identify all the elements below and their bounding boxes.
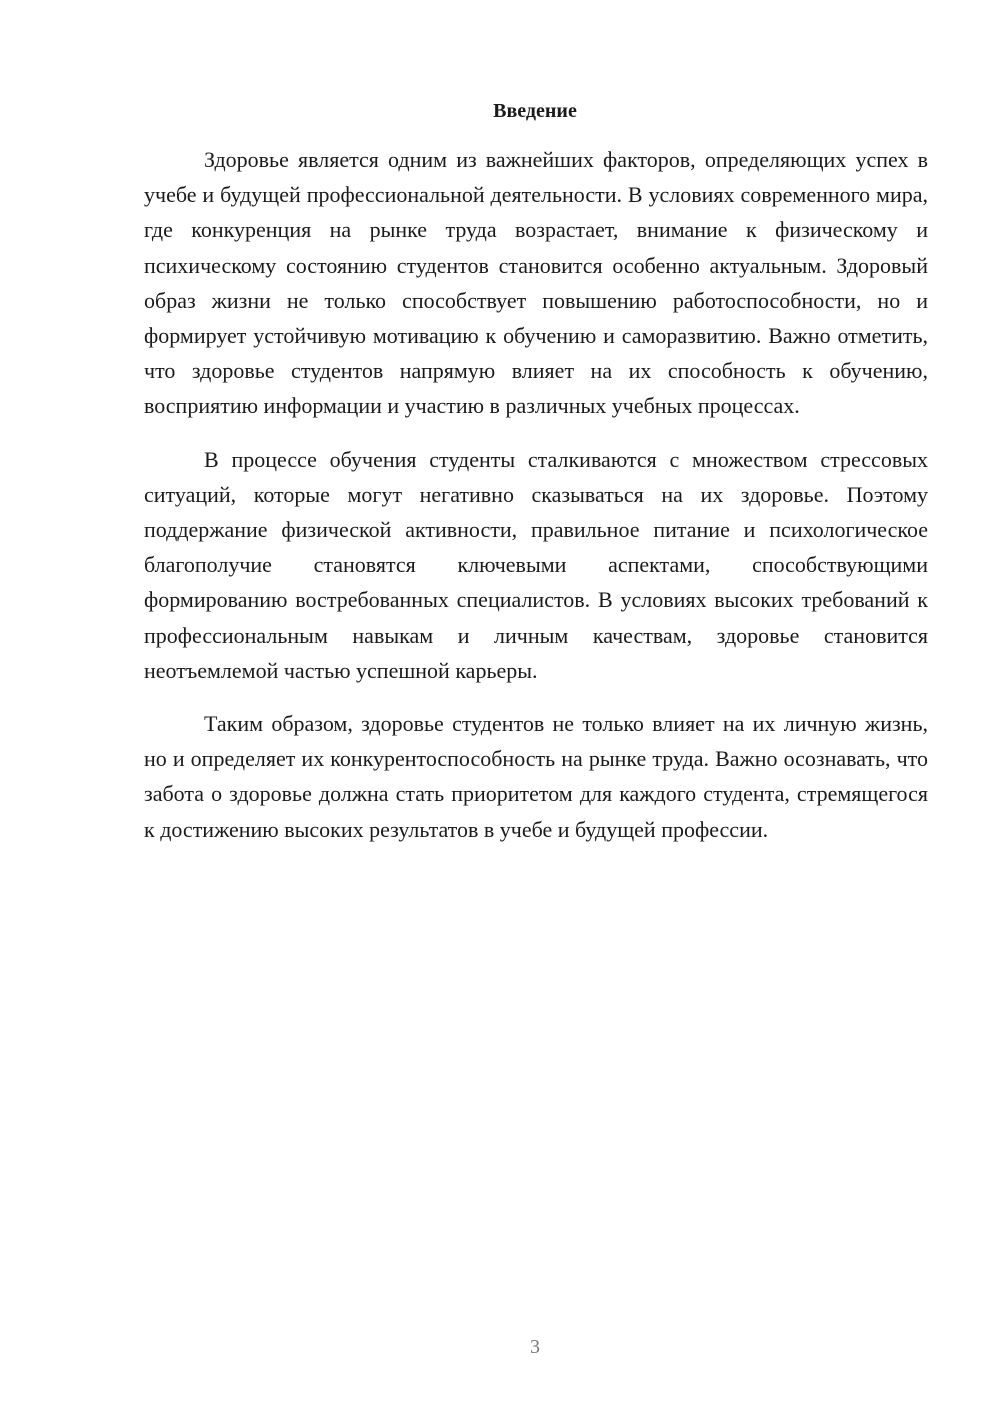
document-body — [144, 142, 928, 847]
page-number: 3 — [530, 1336, 540, 1358]
paragraph-3: Таким образом, здоровье студентов не только влияет на их личную жизнь, но и определяет их конкурентоспособность на рынке труда. Важно осознавать, что забота о здоровье должна стать приоритетом для каждого студента, стремящегося к достижению высоких результатов в учебе и будущей профессии. — [144, 711, 928, 842]
paragraph-2: В процессе обучения студенты сталкиваются с множеством стрессовых ситуаций, которые могут негативно сказываться на их здоровье. Поэтому поддержание физической активности, правильное питание и психологическое благополучие становятся ключевыми аспектами, способствующими формированию востребованных специалистов. В условиях высоких требований к профессиональным навыкам и личным качествам, здоровье становится неотъемлемой частью успешной карьеры. — [144, 446, 928, 683]
paragraph-1: Здоровье является одним из важнейших факторов, определяющих успех в учебе и будущей профессиональной деятельности. В условиях современного мира, где конкуренция на рынке труда возрастает, внимание к физическому и психическому состоянию студентов становится особенно актуальным. Здоровый образ жизни не только способствует повышению работоспособности, но и формирует устойчивую мотивацию к обучению и саморазвитию. Важно отметить, что здоровье студентов напрямую влияет на их способность к обучению, восприятию информации и участию в различных учебных процессах. — [144, 147, 928, 419]
page-title: Введение — [493, 100, 577, 122]
